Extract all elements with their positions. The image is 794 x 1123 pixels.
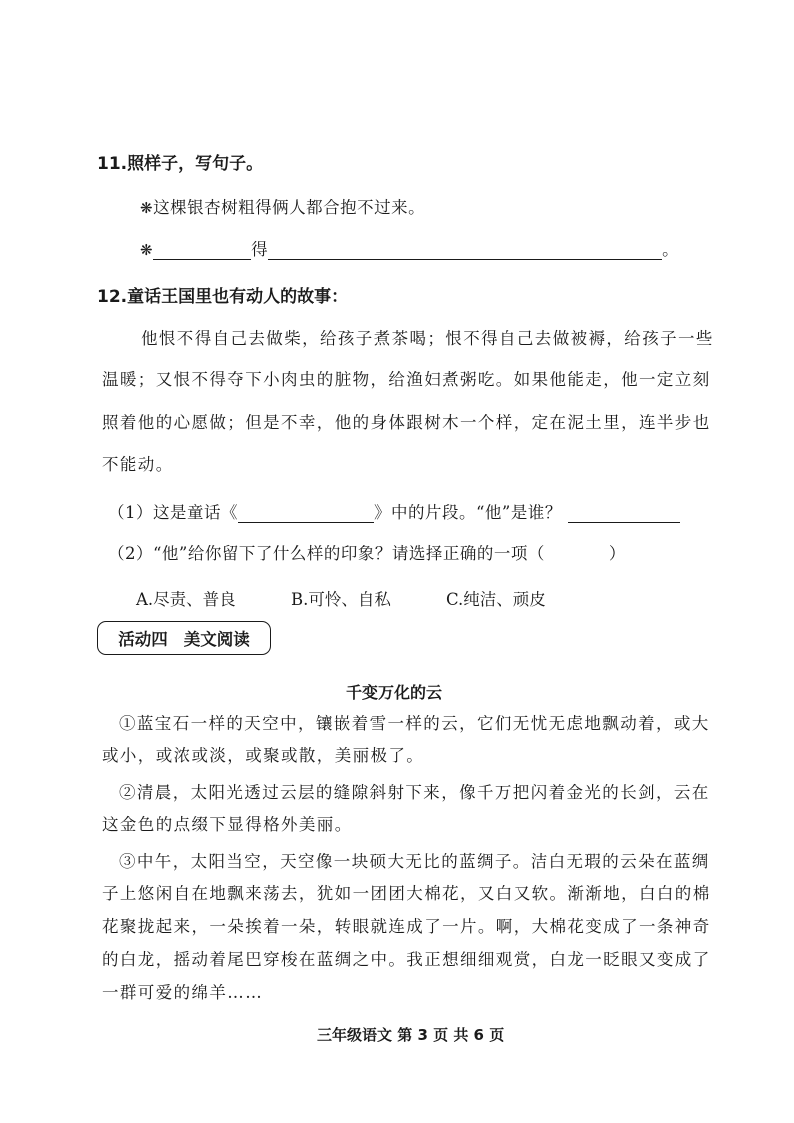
passage-line: 温暖；又恨不得夺下小肉虫的脏物，给渔妇煮粥吃。如果他能走，他一定立刻	[102, 370, 711, 389]
article-p2-line: 这金色的点缀下显得格外美丽。	[102, 815, 353, 834]
question-11-fill	[140, 236, 679, 260]
article-p3-line: 的白龙，摇动着尾巴穿梭在蓝绸之中。我正想细细观赏，白龙一眨眼又变成了	[102, 950, 711, 969]
article-p2-line: ②清晨，太阳光透过云层的缝隙斜射下来，像千万把闪着金光的长剑，云在	[119, 783, 710, 802]
story-name-blank[interactable]	[238, 504, 374, 523]
article-p3-line: 一群可爱的绵羊……	[102, 983, 264, 1002]
question-12-sub-2: （2）“他”给你留下了什么样的印象？请选择正确的一项（ ）	[108, 544, 626, 563]
flower-mark-icon: ❋	[140, 241, 154, 259]
question-12-title: 12.童话王国里也有动人的故事：	[97, 287, 349, 307]
passage-line: 不能动。	[102, 455, 174, 474]
fill-blank-2[interactable]	[268, 241, 662, 260]
example-sentence: 这棵银杏树粗得俩人都合抱不过来。	[153, 198, 426, 217]
fill-blank-1[interactable]	[153, 241, 251, 260]
option-a[interactable]: A.尽责、普良	[136, 590, 236, 609]
flower-mark-icon: ❋	[140, 199, 154, 217]
question-12-sub-1: （1）这是童话《 》中的片段。“他”是谁？	[108, 499, 680, 523]
question-11-example	[140, 194, 425, 218]
activity-label: 活动四	[118, 630, 168, 649]
article-title: 千变万化的云	[346, 683, 443, 702]
page-footer: 三年级语文 第 3 页 共 6 页	[317, 1026, 505, 1044]
passage-line: 照着他的心愿做；但是不幸，他的身体跟树木一个样，定在泥土里，连半步也	[102, 413, 711, 432]
question-11-title: 11.照样子，写句子。	[97, 154, 264, 174]
activity-four-box	[97, 621, 271, 655]
fill-end-punct: 。	[662, 240, 680, 259]
option-c[interactable]: C.纯洁、顽皮	[446, 590, 546, 609]
fill-mid-char: 得	[251, 240, 269, 259]
activity-name: 美文阅读	[183, 630, 250, 649]
passage-line: 他恨不得自己去做柴，给孩子煮茶喝；恨不得自己去做被褥，给孩子一些	[141, 329, 714, 348]
article-p1-line: ①蓝宝石一样的天空中，镶嵌着雪一样的云，它们无忧无虑地飘动着，或大	[119, 714, 710, 733]
option-b[interactable]: B.可怜、自私	[291, 590, 391, 609]
article-p3-line: ③中午，太阳当空，天空像一块硕大无比的蓝绸子。洁白无瑕的云朵在蓝绸	[119, 852, 710, 871]
article-p3-line: 子上悠闲自在地飘来荡去，犹如一团团大棉花，又白又软。渐渐地，白白的棉	[102, 884, 711, 903]
article-p3-line: 花聚拢起来，一朵挨着一朵，转眼就连成了一片。啊，大棉花变成了一条神奇	[102, 917, 711, 936]
article-p1-line: 或小，或浓或淡，或聚或散，美丽极了。	[102, 746, 425, 765]
who-blank[interactable]	[568, 504, 680, 523]
